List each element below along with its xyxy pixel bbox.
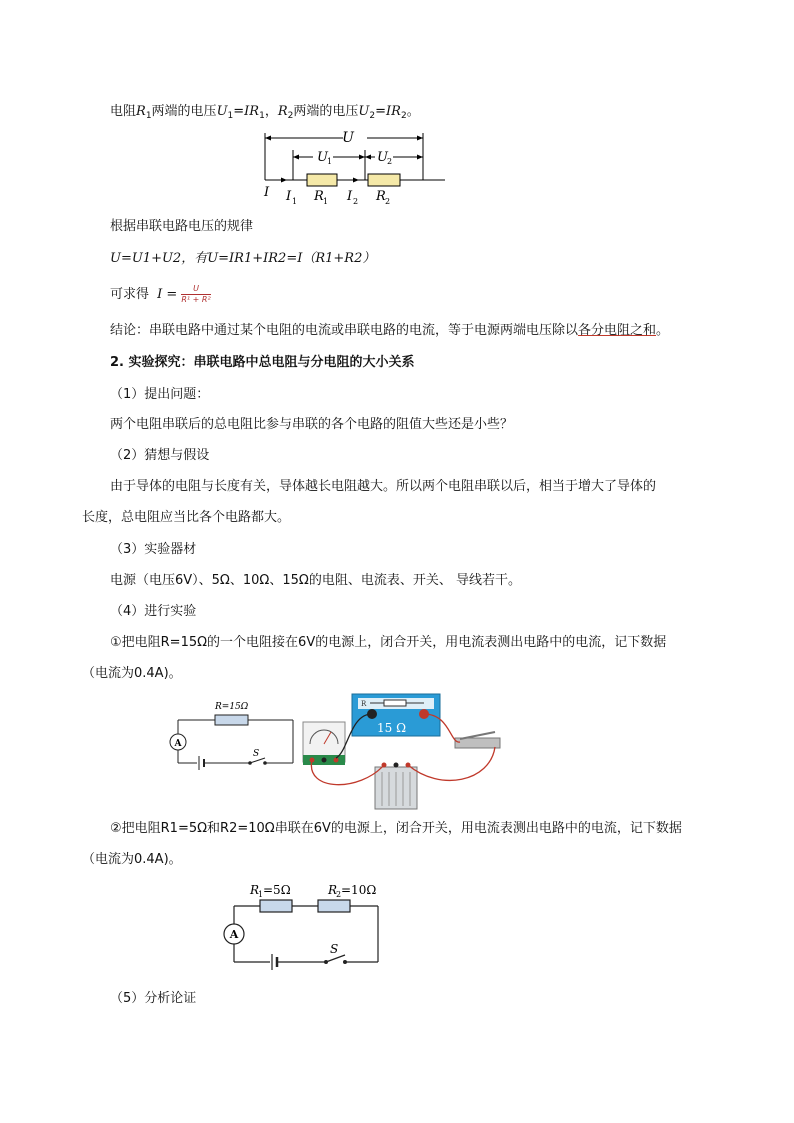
- hypothesis-line-1: 由于导体的电阻与长度有关，导体越长电阻越大。所以两个电阻串联以后，相当于增大了导体的: [110, 479, 657, 494]
- step-1: （1）提出问题：: [110, 387, 210, 402]
- svg-text:2: 2: [336, 890, 342, 899]
- svg-text:1: 1: [327, 157, 333, 166]
- label-i1: I: [286, 189, 292, 204]
- label-i2: I: [347, 189, 353, 204]
- equipment-text: 电源（电压6V）、5Ω、10Ω、15Ω的电阻、电流表、开关、 导线若干。: [110, 573, 521, 588]
- label-i: I: [264, 185, 270, 200]
- svg-text:A: A: [174, 739, 182, 749]
- svg-text:2: 2: [387, 157, 393, 166]
- svg-text:=10Ω: =10Ω: [341, 883, 377, 897]
- fraction: $\frac{U}{\text{R¹ + R²}}$: [181, 284, 211, 304]
- experiment-1-line-2: （电流为0.4A)。: [82, 666, 182, 681]
- series-voltage-diagram: [255, 128, 450, 210]
- svg-text:2: 2: [385, 197, 391, 206]
- resistor-r2: [368, 174, 400, 186]
- r1-label: R: [250, 883, 260, 897]
- switch-label: S: [253, 749, 260, 759]
- resistor-r1-box: [260, 900, 292, 912]
- svg-text:1: 1: [323, 197, 329, 206]
- experiment-1-line-1: ①把电阻R=15Ω的一个电阻接在6V的电源上，闭合开关，用电流表测出电路中的电流，记下数据: [110, 635, 667, 650]
- svg-text:=5Ω: =5Ω: [263, 883, 291, 897]
- step-4: （4）进行实验: [110, 604, 197, 619]
- resistor-r2-box: [318, 900, 350, 912]
- circuit-diagram-15ohm: [165, 695, 300, 775]
- experiment-2-line-1: ②把电阻R1=5Ω和R2=10Ω串联在6V的电源上，闭合开关，用电流表测出电路中的电流，记下数据: [110, 821, 682, 836]
- experiment-2-line-2: （电流为0.4A)。: [82, 852, 182, 867]
- section-heading-2: 2. 实验探究：串联电路中总电阻与分电阻的大小关系: [110, 355, 415, 370]
- switch-label-2: S: [330, 942, 339, 956]
- resistor-r1: [307, 174, 337, 186]
- step-2: （2）猜想与假设: [110, 448, 210, 463]
- board-value-label: 15 Ω: [377, 721, 407, 735]
- svg-text:2: 2: [353, 197, 359, 206]
- resistor-r: [215, 715, 248, 725]
- para-voltage-rule: 根据串联电路电压的规律: [110, 219, 254, 234]
- para-voltage-def: 电阻$R_1$两端的电压$U_1=IR_1$，$R_2$两端的电压$U_2=IR_2$。: [110, 104, 420, 121]
- step-5: （5）分析论证: [110, 991, 197, 1006]
- para-equation: U=U1+U2，有U=IR1+IR2=I（R1+R2）: [110, 251, 376, 266]
- label-r2: R: [376, 189, 386, 204]
- svg-text:R: R: [361, 700, 367, 708]
- step-3: （3）实验器材: [110, 542, 197, 557]
- label-u: U: [342, 130, 354, 146]
- svg-text:A: A: [229, 928, 239, 941]
- svg-text:1: 1: [258, 890, 264, 899]
- label-r1: R: [314, 189, 324, 204]
- apparatus-illustration: [300, 692, 505, 814]
- label-u2: U: [377, 150, 388, 165]
- para-current-formula: 可求得 I = $\frac{U}{\text{R¹ + R²}}$: [110, 284, 211, 304]
- circuit-diagram-series: [220, 878, 390, 973]
- hypothesis-line-2: 长度，总电阻应当比各个电路都大。: [82, 510, 291, 525]
- question-text: 两个电阻串联后的总电阻比参与串联的各个电路的阻值大些还是小些？: [110, 417, 514, 432]
- para-conclusion: 结论：串联电路中通过某个电阻的电流或串联电路的电流，等于电源两端电压除以各分电阻之和。: [110, 323, 670, 338]
- resistor-label: R=15Ω: [215, 702, 249, 712]
- r2-label: R: [328, 883, 338, 897]
- svg-text:1: 1: [292, 197, 298, 206]
- label-u1: U: [317, 150, 328, 165]
